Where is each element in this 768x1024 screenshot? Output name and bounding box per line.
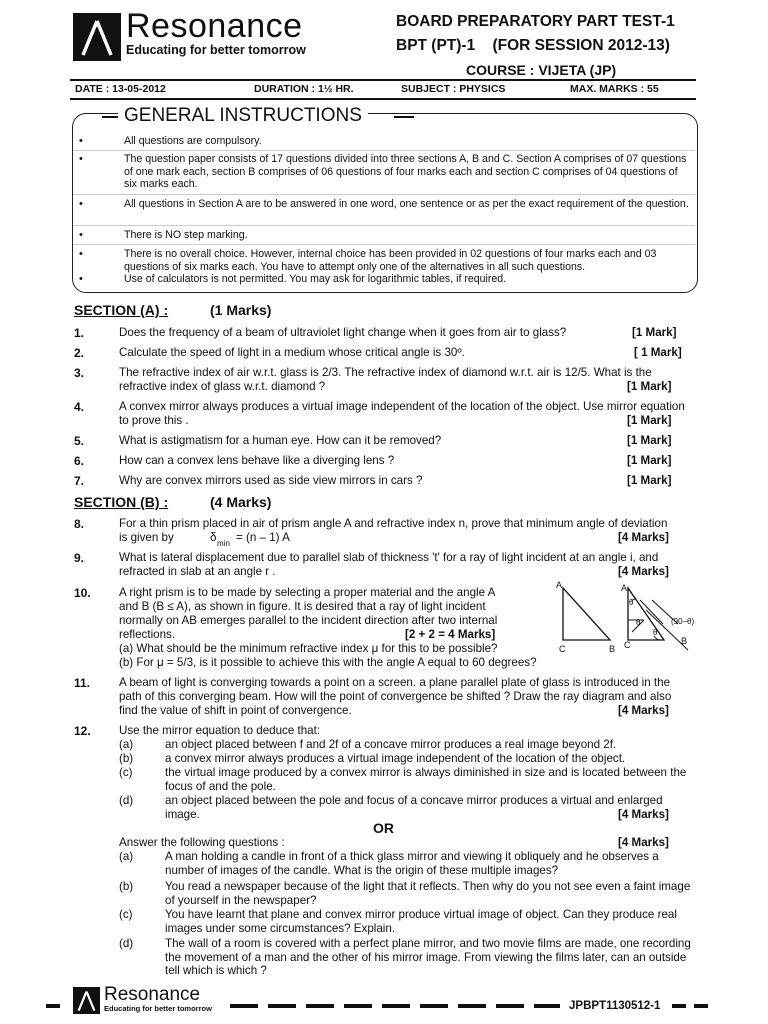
test-title: BOARD PREPARATORY PART TEST-1: [396, 13, 675, 30]
part-text: A man holding a candle in front of a thick glass mirror and viewing it obliquely and he observes a number of images of the candle. What is the origin of these multiple images?: [165, 850, 659, 877]
instruction-item: The question paper consists of 17 questions divided into three sections A, B and C. Section A comprises of 07 questions of one mark each, section B comprises of 06 questions of four marks each and section C comprises of 04 questions of six marks each.: [124, 153, 687, 190]
exam-date: DATE : 13-05-2012: [75, 83, 166, 95]
formula-symbol: δ: [210, 531, 217, 544]
question-text: reflections.: [119, 628, 176, 641]
instruction-item: All questions in Section A are to be answered in one word, one sentence or as per the exact requirement of the question.: [124, 198, 689, 210]
part-label: (d): [119, 937, 134, 950]
figure-label-a: A: [556, 580, 563, 590]
figure-label-b: B: [609, 644, 616, 654]
brand-name: Resonance: [126, 7, 303, 45]
question-mark: [1 Mark]: [627, 434, 672, 447]
footer-rule: [672, 1004, 686, 1008]
question-number: 8.: [74, 517, 85, 531]
question-text: A right prism is to be made by selecting a proper material and the angle A: [119, 586, 496, 599]
question-number: 5.: [74, 434, 85, 448]
footer-rule: [694, 1004, 708, 1008]
bullet: •: [79, 153, 83, 165]
question-number: 3.: [74, 366, 85, 380]
divider: [73, 150, 695, 151]
test-subtitle: BPT (PT)-1 (FOR SESSION 2012-13): [396, 37, 670, 54]
part-text: the virtual image produced by a convex mirror is always diminished in size and is located between the focus of and the pole.: [165, 766, 687, 793]
question-mark: [4 Marks]: [618, 704, 669, 717]
instruction-item: There is NO step marking.: [124, 229, 248, 241]
footer-rule: [344, 1004, 372, 1008]
question-text: Why are convex mirrors used as side view mirrors in cars ?: [119, 474, 423, 487]
resonance-logo-icon: [73, 13, 121, 61]
question-mark: [2 + 2 = 4 Marks]: [405, 628, 496, 641]
footer-tagline: Educating for better tomorrow: [104, 1004, 212, 1013]
section-a-title: SECTION (A) :: [74, 302, 169, 318]
footer-rule: [306, 1004, 334, 1008]
question-text: Calculate the speed of light in a medium whose critical angle is 30º.: [119, 346, 465, 359]
part-label: (c): [119, 908, 133, 921]
footer-rule: [458, 1004, 486, 1008]
question-mark: [1 Mark]: [627, 454, 672, 467]
bullet: •: [79, 135, 83, 147]
part-label: (a): [119, 738, 134, 751]
footer-rule: [420, 1004, 448, 1008]
formula-text: = (n – 1) A: [236, 531, 290, 544]
or-divider: OR: [373, 820, 394, 836]
question-text: and B (B ≤ A), as shown in figure. It is desired that a ray of light incident: [119, 600, 486, 613]
question-mark: [4 Marks]: [618, 565, 669, 578]
figure-label-theta: θ: [653, 628, 658, 637]
figure-label-theta: θ: [629, 598, 634, 607]
part-label: (d): [119, 794, 134, 807]
instruction-item: Use of calculators is not permitted. You may ask for logarithmic tables, if required.: [124, 273, 507, 285]
resonance-logo-icon: [73, 987, 100, 1014]
paper-code: JPBPT1130512-1: [569, 1000, 661, 1012]
title-rule-right: [394, 116, 414, 118]
divider: [73, 244, 695, 245]
question-text: Answer the following questions :: [119, 836, 285, 849]
question-number: 11.: [74, 676, 91, 690]
question-mark: [1 Mark]: [627, 474, 672, 487]
question-number: 2.: [74, 346, 85, 360]
figure-label-c: C: [559, 644, 566, 654]
question-mark: [ 1 Mark]: [634, 346, 682, 359]
question-text: For a thin prism placed in air of prism angle A and refractive index n, prove that minimum angle of deviation: [119, 517, 668, 530]
footer-rule: [534, 1004, 560, 1008]
instructions-title: GENERAL INSTRUCTIONS: [118, 104, 368, 128]
part-label: (a): [119, 850, 134, 863]
question-part: (a) What should be the minimum refractive index μ for this to be possible?: [119, 642, 498, 655]
question-text: is given by: [119, 531, 174, 544]
question-text: normally on AB emerges parallel to the incident direction after two internal: [119, 614, 498, 627]
header-rule-bottom: [70, 98, 696, 100]
figure-label-c: C: [624, 640, 631, 650]
part-text: an object placed between the pole and focus of a concave mirror produces a virtual and enlarged image.: [165, 794, 663, 821]
exam-subject: SUBJECT : PHYSICS: [401, 83, 506, 95]
exam-max-marks: MAX. MARKS : 55: [570, 83, 659, 95]
course-name: COURSE : VIJETA (JP): [466, 62, 617, 78]
question-text: A beam of light is converging towards a point on a screen. a plane parallel plate of glass is introduced in the: [119, 676, 671, 689]
question-mark: [1 Mark]: [632, 326, 677, 339]
divider: [73, 225, 695, 226]
part-text: The wall of a room is covered with a perfect plane mirror, and two movie films are made, one recording the movement of a man and the other of his mirror image. From viewing the films later, can an outside tell which is which ?: [165, 937, 691, 977]
question-number: 10.: [74, 586, 91, 600]
question-text: What is lateral displacement due to parallel slab of thickness 't' for a ray of light incident at an angle i, and: [119, 551, 659, 564]
question-text: refracted in slab at an angle r .: [119, 565, 276, 578]
question-mark: [1 Mark]: [627, 414, 672, 427]
bullet: •: [79, 229, 83, 241]
bullet: •: [79, 273, 83, 285]
question-text: The refractive index of air w.r.t. glass is 2/3. The refractive index of diamond w.r.t. air is 12/5. What is the refractive index of glass w.r.t. diamond ?: [119, 366, 652, 393]
question-part: (b) For μ = 5/3, is it possible to achieve this with the angle A equal to 60 degrees?: [119, 656, 537, 669]
header-rule-top: [70, 79, 696, 81]
question-text: path of this converging beam. How will the point of convergence be shifted ? Draw the ray diagram and also: [119, 690, 672, 703]
question-number: 7.: [74, 474, 85, 488]
question-number: 12.: [74, 724, 91, 738]
formula-subscript: min: [217, 539, 230, 548]
question-text: How can a convex lens behave like a diverging lens ?: [119, 454, 395, 467]
question-text: Does the frequency of a beam of ultraviolet light change when it goes from air to glass?: [119, 326, 567, 339]
footer-rule: [496, 1004, 524, 1008]
question-mark: [1 Mark]: [627, 380, 672, 393]
exam-duration: DURATION : 1½ HR.: [254, 83, 354, 95]
bullet: •: [79, 248, 83, 260]
part-text: You have learnt that plane and convex mirror produce virtual image of object. Can they produce real images under some circumstances? Explain.: [165, 908, 677, 935]
question-number: 6.: [74, 454, 85, 468]
question-number: 1.: [74, 326, 85, 340]
figure-label-a: A: [621, 583, 628, 593]
divider: [73, 194, 695, 195]
figure-label-theta: θ: [636, 618, 641, 627]
question-text: A convex mirror always produces a virtual image independent of the location of the object. Use mirror equation to prove this .: [119, 400, 685, 427]
footer-rule: [268, 1004, 296, 1008]
question-mark: [4 Marks]: [618, 836, 669, 849]
part-text: a convex mirror always produces a virtual image independent of the location of the object.: [165, 752, 626, 765]
figure-label-b: B: [681, 636, 688, 646]
instruction-item: There is no overall choice. However, internal choice has been provided in 02 questions of four marks each and 03 questions of six marks each. You have to attempt only one of the alternatives in all such questions.: [124, 248, 657, 273]
question-number: 4.: [74, 400, 85, 414]
bullet: •: [79, 198, 83, 210]
question-text: What is astigmatism for a human eye. How can it be removed?: [119, 434, 442, 447]
question-number: 9.: [74, 551, 85, 565]
footer-rule: [46, 1004, 60, 1008]
section-b-title: SECTION (B) :: [74, 494, 169, 510]
footer-rule: [230, 1004, 258, 1008]
question-mark: [4 Marks]: [618, 531, 669, 544]
part-label: (b): [119, 752, 134, 765]
question-text: Use the mirror equation to deduce that:: [119, 724, 321, 737]
instruction-item: All questions are compulsory.: [124, 135, 262, 147]
footer-brand: Resonance: [104, 984, 201, 1005]
question-mark: [4 Marks]: [618, 808, 669, 821]
part-text: an object placed between f and 2f of a concave mirror produces a real image beyond 2f.: [165, 738, 617, 751]
figure-label-angle: (90–θ): [671, 617, 695, 626]
part-label: (c): [119, 766, 133, 779]
brand-tagline: Educating for better tomorrow: [126, 43, 306, 57]
part-label: (b): [119, 880, 134, 893]
part-text: You read a newspaper because of the light that it reflects. Then why do you not see even a faint image of yourself in the newspaper?: [165, 880, 691, 907]
section-b-marks: (4 Marks): [210, 494, 272, 510]
section-a-marks: (1 Marks): [210, 302, 272, 318]
footer-rule: [382, 1004, 410, 1008]
question-text: find the value of shift in point of convergence.: [119, 704, 352, 717]
